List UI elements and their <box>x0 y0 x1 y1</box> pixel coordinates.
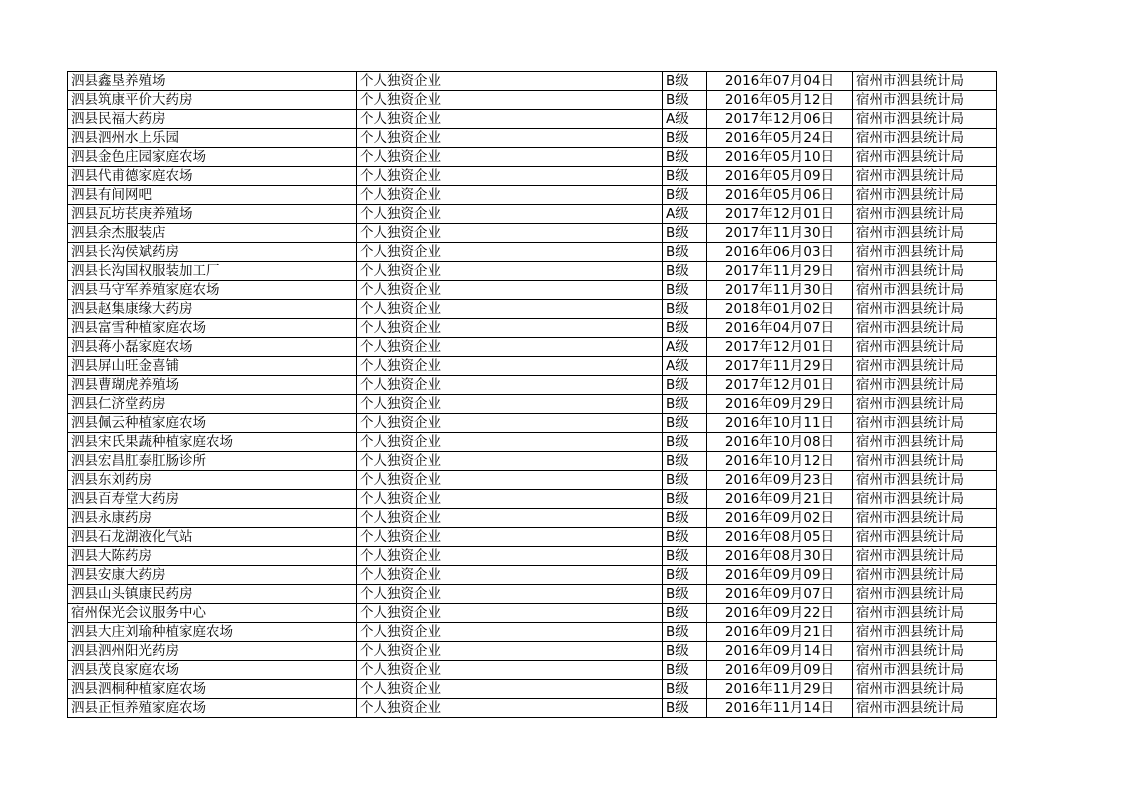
issuing-authority-cell: 宿州市泗县统计局 <box>853 528 997 547</box>
table-row <box>68 319 997 338</box>
enterprise-name-cell: 泗县曹瑚虎养殖场 <box>68 376 357 395</box>
enterprise-name-cell: 泗县仁济堂药房 <box>68 395 357 414</box>
table-row <box>68 72 997 91</box>
rating-date-cell: 2017年12月06日 <box>707 110 853 129</box>
enterprise-name-cell: 泗县泗桐种植家庭农场 <box>68 680 357 699</box>
enterprise-name-cell: 泗县屏山旺金喜铺 <box>68 357 357 376</box>
table-row <box>68 433 997 452</box>
enterprise-type-cell: 个人独资企业 <box>357 433 663 452</box>
table-row <box>68 129 997 148</box>
credit-grade-cell: B级 <box>663 471 707 490</box>
rating-date-cell: 2016年05月12日 <box>707 91 853 110</box>
table-row <box>68 262 997 281</box>
enterprise-type-cell: 个人独资企业 <box>357 699 663 718</box>
rating-date-cell: 2017年11月29日 <box>707 357 853 376</box>
records-table <box>67 71 997 718</box>
rating-date-cell: 2018年01月02日 <box>707 300 853 319</box>
enterprise-type-cell: 个人独资企业 <box>357 72 663 91</box>
rating-date-cell: 2017年12月01日 <box>707 205 853 224</box>
rating-date-cell: 2017年11月30日 <box>707 224 853 243</box>
issuing-authority-cell: 宿州市泗县统计局 <box>853 395 997 414</box>
issuing-authority-cell: 宿州市泗县统计局 <box>853 357 997 376</box>
enterprise-type-cell: 个人独资企业 <box>357 300 663 319</box>
table-row <box>68 490 997 509</box>
enterprise-name-cell: 泗县泗州阳光药房 <box>68 642 357 661</box>
table-row <box>68 110 997 129</box>
credit-grade-cell: B级 <box>663 604 707 623</box>
table-row <box>68 205 997 224</box>
credit-grade-cell: B级 <box>663 281 707 300</box>
credit-grade-cell: A级 <box>663 357 707 376</box>
enterprise-name-cell: 泗县代甫德家庭农场 <box>68 167 357 186</box>
credit-grade-cell: B级 <box>663 319 707 338</box>
enterprise-type-cell: 个人独资企业 <box>357 623 663 642</box>
issuing-authority-cell: 宿州市泗县统计局 <box>853 262 997 281</box>
enterprise-name-cell: 泗县鑫垦养殖场 <box>68 72 357 91</box>
issuing-authority-cell: 宿州市泗县统计局 <box>853 699 997 718</box>
enterprise-type-cell: 个人独资企业 <box>357 148 663 167</box>
credit-grade-cell: B级 <box>663 262 707 281</box>
issuing-authority-cell: 宿州市泗县统计局 <box>853 661 997 680</box>
table-row <box>68 376 997 395</box>
enterprise-type-cell: 个人独资企业 <box>357 338 663 357</box>
enterprise-type-cell: 个人独资企业 <box>357 91 663 110</box>
rating-date-cell: 2016年10月08日 <box>707 433 853 452</box>
rating-date-cell: 2016年10月12日 <box>707 452 853 471</box>
table-row <box>68 642 997 661</box>
issuing-authority-cell: 宿州市泗县统计局 <box>853 91 997 110</box>
table-row <box>68 509 997 528</box>
credit-grade-cell: B级 <box>663 528 707 547</box>
issuing-authority-cell: 宿州市泗县统计局 <box>853 642 997 661</box>
enterprise-name-cell: 泗县东刘药房 <box>68 471 357 490</box>
enterprise-type-cell: 个人独资企业 <box>357 205 663 224</box>
issuing-authority-cell: 宿州市泗县统计局 <box>853 205 997 224</box>
issuing-authority-cell: 宿州市泗县统计局 <box>853 72 997 91</box>
enterprise-type-cell: 个人独资企业 <box>357 471 663 490</box>
table-row <box>68 680 997 699</box>
rating-date-cell: 2016年09月02日 <box>707 509 853 528</box>
table-row <box>68 623 997 642</box>
credit-grade-cell: A级 <box>663 338 707 357</box>
enterprise-type-cell: 个人独资企业 <box>357 547 663 566</box>
rating-date-cell: 2017年11月29日 <box>707 262 853 281</box>
rating-date-cell: 2016年06月03日 <box>707 243 853 262</box>
credit-grade-cell: B级 <box>663 661 707 680</box>
enterprise-type-cell: 个人独资企业 <box>357 376 663 395</box>
enterprise-name-cell: 泗县泗州水上乐园 <box>68 129 357 148</box>
issuing-authority-cell: 宿州市泗县统计局 <box>853 186 997 205</box>
issuing-authority-cell: 宿州市泗县统计局 <box>853 547 997 566</box>
enterprise-type-cell: 个人独资企业 <box>357 357 663 376</box>
enterprise-name-cell: 泗县蒋小磊家庭农场 <box>68 338 357 357</box>
enterprise-type-cell: 个人独资企业 <box>357 528 663 547</box>
enterprise-name-cell: 泗县宏昌肛泰肛肠诊所 <box>68 452 357 471</box>
issuing-authority-cell: 宿州市泗县统计局 <box>853 604 997 623</box>
credit-grade-cell: A级 <box>663 110 707 129</box>
enterprise-name-cell: 泗县金色庄园家庭农场 <box>68 148 357 167</box>
credit-grade-cell: B级 <box>663 680 707 699</box>
issuing-authority-cell: 宿州市泗县统计局 <box>853 566 997 585</box>
enterprise-name-cell: 泗县宋氏果蔬种植家庭农场 <box>68 433 357 452</box>
enterprise-type-cell: 个人独资企业 <box>357 566 663 585</box>
enterprise-type-cell: 个人独资企业 <box>357 224 663 243</box>
table-row <box>68 699 997 718</box>
enterprise-type-cell: 个人独资企业 <box>357 243 663 262</box>
enterprise-type-cell: 个人独资企业 <box>357 110 663 129</box>
rating-date-cell: 2016年05月06日 <box>707 186 853 205</box>
credit-grade-cell: B级 <box>663 395 707 414</box>
table-row <box>68 186 997 205</box>
credit-grade-cell: B级 <box>663 129 707 148</box>
table-row <box>68 585 997 604</box>
credit-grade-cell: B级 <box>663 224 707 243</box>
issuing-authority-cell: 宿州市泗县统计局 <box>853 490 997 509</box>
table-row <box>68 414 997 433</box>
table-row <box>68 338 997 357</box>
credit-grade-cell: B级 <box>663 490 707 509</box>
rating-date-cell: 2016年04月07日 <box>707 319 853 338</box>
enterprise-name-cell: 泗县百寿堂大药房 <box>68 490 357 509</box>
rating-date-cell: 2016年08月30日 <box>707 547 853 566</box>
issuing-authority-cell: 宿州市泗县统计局 <box>853 243 997 262</box>
table-row <box>68 281 997 300</box>
table-row <box>68 224 997 243</box>
rating-date-cell: 2016年10月11日 <box>707 414 853 433</box>
enterprise-type-cell: 个人独资企业 <box>357 490 663 509</box>
issuing-authority-cell: 宿州市泗县统计局 <box>853 338 997 357</box>
credit-grade-cell: B级 <box>663 148 707 167</box>
enterprise-name-cell: 泗县茂良家庭农场 <box>68 661 357 680</box>
enterprise-name-cell: 泗县佩云种植家庭农场 <box>68 414 357 433</box>
enterprise-type-cell: 个人独资企业 <box>357 604 663 623</box>
rating-date-cell: 2016年09月09日 <box>707 661 853 680</box>
table-row <box>68 452 997 471</box>
rating-date-cell: 2016年05月24日 <box>707 129 853 148</box>
enterprise-name-cell: 泗县赵集康缘大药房 <box>68 300 357 319</box>
enterprise-name-cell: 泗县长沟国权服装加工厂 <box>68 262 357 281</box>
issuing-authority-cell: 宿州市泗县统计局 <box>853 585 997 604</box>
credit-grade-cell: B级 <box>663 433 707 452</box>
credit-grade-cell: B级 <box>663 452 707 471</box>
rating-date-cell: 2016年11月29日 <box>707 680 853 699</box>
issuing-authority-cell: 宿州市泗县统计局 <box>853 110 997 129</box>
enterprise-name-cell: 泗县永康药房 <box>68 509 357 528</box>
enterprise-name-cell: 泗县富雪种植家庭农场 <box>68 319 357 338</box>
rating-date-cell: 2017年12月01日 <box>707 376 853 395</box>
credit-grade-cell: B级 <box>663 300 707 319</box>
table-row <box>68 471 997 490</box>
credit-grade-cell: B级 <box>663 243 707 262</box>
credit-grade-cell: B级 <box>663 566 707 585</box>
table-row <box>68 243 997 262</box>
table-row <box>68 167 997 186</box>
table-row <box>68 148 997 167</box>
issuing-authority-cell: 宿州市泗县统计局 <box>853 167 997 186</box>
rating-date-cell: 2017年11月30日 <box>707 281 853 300</box>
enterprise-type-cell: 个人独资企业 <box>357 281 663 300</box>
credit-grade-cell: B级 <box>663 167 707 186</box>
table-row <box>68 528 997 547</box>
enterprise-type-cell: 个人独资企业 <box>357 395 663 414</box>
enterprise-name-cell: 宿州保光会议服务中心 <box>68 604 357 623</box>
enterprise-name-cell: 泗县石龙湖液化气站 <box>68 528 357 547</box>
issuing-authority-cell: 宿州市泗县统计局 <box>853 224 997 243</box>
rating-date-cell: 2016年09月14日 <box>707 642 853 661</box>
enterprise-type-cell: 个人独资企业 <box>357 186 663 205</box>
rating-date-cell: 2016年09月29日 <box>707 395 853 414</box>
credit-grade-cell: B级 <box>663 699 707 718</box>
enterprise-type-cell: 个人独资企业 <box>357 680 663 699</box>
rating-date-cell: 2016年05月09日 <box>707 167 853 186</box>
enterprise-name-cell: 泗县大庄刘瑜种植家庭农场 <box>68 623 357 642</box>
rating-date-cell: 2016年09月23日 <box>707 471 853 490</box>
enterprise-name-cell: 泗县安康大药房 <box>68 566 357 585</box>
enterprise-type-cell: 个人独资企业 <box>357 262 663 281</box>
issuing-authority-cell: 宿州市泗县统计局 <box>853 414 997 433</box>
issuing-authority-cell: 宿州市泗县统计局 <box>853 300 997 319</box>
credit-grade-cell: B级 <box>663 414 707 433</box>
enterprise-name-cell: 泗县筑康平价大药房 <box>68 91 357 110</box>
enterprise-type-cell: 个人独资企业 <box>357 414 663 433</box>
table-row <box>68 300 997 319</box>
enterprise-name-cell: 泗县瓦坊苌庚养殖场 <box>68 205 357 224</box>
issuing-authority-cell: 宿州市泗县统计局 <box>853 281 997 300</box>
enterprise-type-cell: 个人独资企业 <box>357 129 663 148</box>
enterprise-name-cell: 泗县山头镇康民药房 <box>68 585 357 604</box>
enterprise-name-cell: 泗县长沟侯斌药房 <box>68 243 357 262</box>
issuing-authority-cell: 宿州市泗县统计局 <box>853 471 997 490</box>
enterprise-type-cell: 个人独资企业 <box>357 585 663 604</box>
rating-date-cell: 2016年09月21日 <box>707 490 853 509</box>
rating-date-cell: 2016年09月09日 <box>707 566 853 585</box>
credit-grade-cell: B级 <box>663 642 707 661</box>
table-row <box>68 395 997 414</box>
table-row <box>68 566 997 585</box>
issuing-authority-cell: 宿州市泗县统计局 <box>853 509 997 528</box>
enterprise-name-cell: 泗县正恒养殖家庭农场 <box>68 699 357 718</box>
rating-date-cell: 2016年08月05日 <box>707 528 853 547</box>
rating-date-cell: 2016年09月22日 <box>707 604 853 623</box>
issuing-authority-cell: 宿州市泗县统计局 <box>853 148 997 167</box>
rating-date-cell: 2016年09月07日 <box>707 585 853 604</box>
enterprise-name-cell: 泗县大陈药房 <box>68 547 357 566</box>
credit-grade-cell: B级 <box>663 509 707 528</box>
enterprise-type-cell: 个人独资企业 <box>357 167 663 186</box>
rating-date-cell: 2016年07月04日 <box>707 72 853 91</box>
enterprise-name-cell: 泗县民福大药房 <box>68 110 357 129</box>
table-row <box>68 547 997 566</box>
records-table-body <box>68 72 997 718</box>
credit-grade-cell: B级 <box>663 623 707 642</box>
issuing-authority-cell: 宿州市泗县统计局 <box>853 623 997 642</box>
enterprise-type-cell: 个人独资企业 <box>357 642 663 661</box>
table-row <box>68 604 997 623</box>
rating-date-cell: 2016年09月21日 <box>707 623 853 642</box>
enterprise-type-cell: 个人独资企业 <box>357 509 663 528</box>
enterprise-type-cell: 个人独资企业 <box>357 661 663 680</box>
issuing-authority-cell: 宿州市泗县统计局 <box>853 376 997 395</box>
credit-grade-cell: A级 <box>663 205 707 224</box>
enterprise-name-cell: 泗县有间网吧 <box>68 186 357 205</box>
rating-date-cell: 2016年05月10日 <box>707 148 853 167</box>
credit-grade-cell: B级 <box>663 91 707 110</box>
credit-grade-cell: B级 <box>663 186 707 205</box>
table-row <box>68 91 997 110</box>
credit-grade-cell: B级 <box>663 376 707 395</box>
issuing-authority-cell: 宿州市泗县统计局 <box>853 680 997 699</box>
issuing-authority-cell: 宿州市泗县统计局 <box>853 433 997 452</box>
issuing-authority-cell: 宿州市泗县统计局 <box>853 452 997 471</box>
table-row <box>68 661 997 680</box>
enterprise-name-cell: 泗县余杰服装店 <box>68 224 357 243</box>
issuing-authority-cell: 宿州市泗县统计局 <box>853 129 997 148</box>
credit-grade-cell: B级 <box>663 585 707 604</box>
enterprise-type-cell: 个人独资企业 <box>357 452 663 471</box>
rating-date-cell: 2017年12月01日 <box>707 338 853 357</box>
credit-grade-cell: B级 <box>663 72 707 91</box>
enterprise-type-cell: 个人独资企业 <box>357 319 663 338</box>
table-row <box>68 357 997 376</box>
issuing-authority-cell: 宿州市泗县统计局 <box>853 319 997 338</box>
rating-date-cell: 2016年11月14日 <box>707 699 853 718</box>
credit-grade-cell: B级 <box>663 547 707 566</box>
enterprise-name-cell: 泗县马守军养殖家庭农场 <box>68 281 357 300</box>
